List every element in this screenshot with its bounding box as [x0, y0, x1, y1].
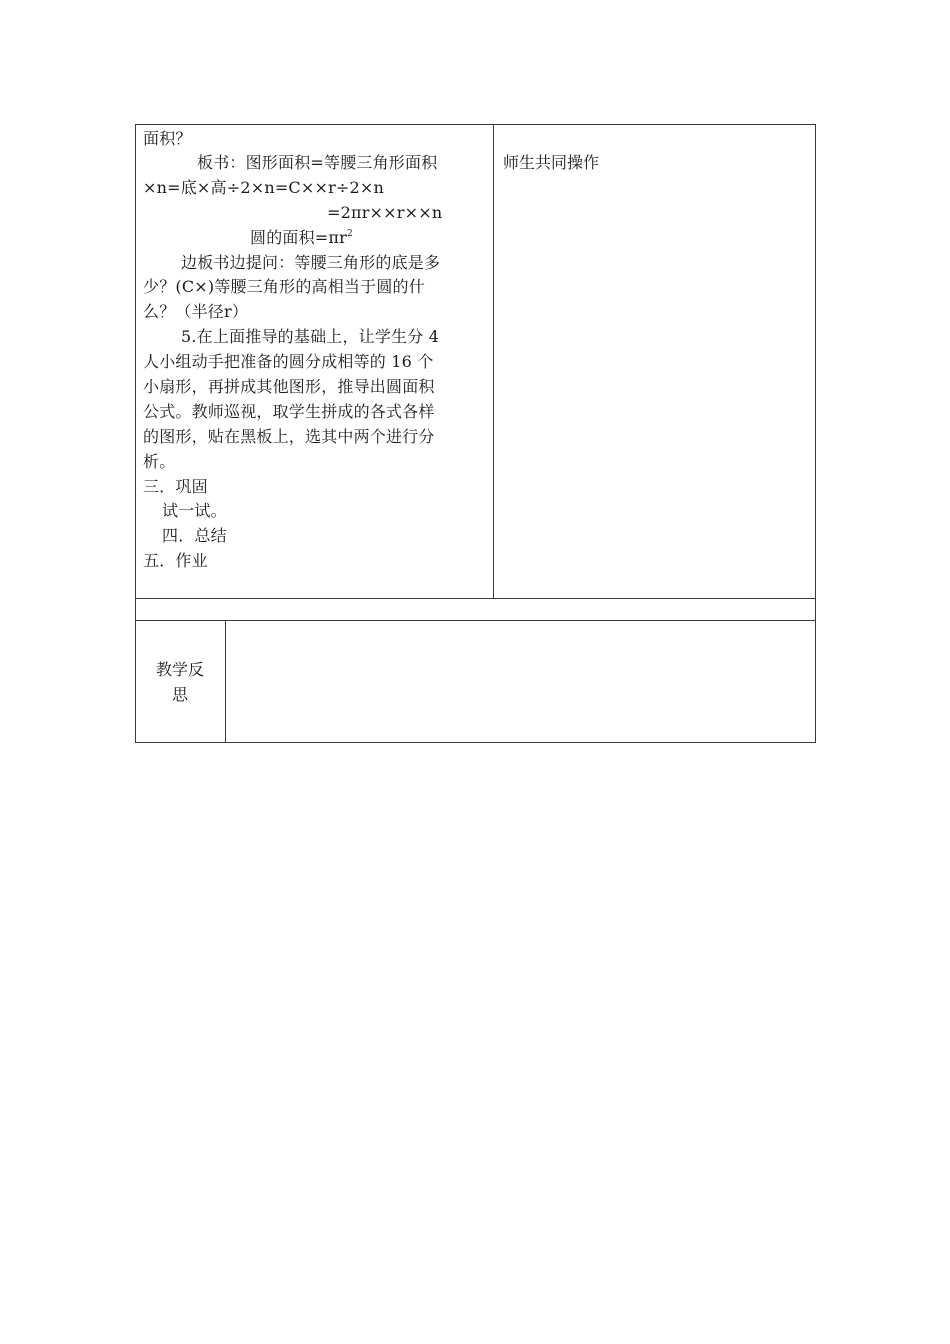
row-divider-1	[135, 598, 816, 599]
section-heading: 五．作业	[143, 551, 208, 570]
reflection-label-line1: 教学反	[155, 660, 204, 679]
area-formula-line	[250, 225, 353, 250]
section-heading: 四．总结	[162, 526, 227, 545]
text-line: 板书：图形面积=等腰三角形面积	[197, 153, 438, 172]
text-line: 面积？	[143, 129, 192, 148]
superscript-two: 2	[346, 229, 353, 239]
text-line: ×n=底×高÷2×n=C××r÷2×n	[143, 178, 385, 197]
text-line: 5.在上面推导的基础上，让学生分 4	[181, 327, 440, 346]
row-divider-2	[135, 620, 816, 621]
text-line: 的图形，贴在黑板上，选其中两个进行分	[143, 427, 435, 446]
section-heading: 三．巩固	[143, 477, 208, 496]
column-divider	[493, 124, 494, 599]
text-line: =2πr××r××n	[327, 203, 443, 222]
text-line: 公式。教师巡视，取学生拼成的各式各样	[143, 402, 435, 421]
text-line: 试一试。	[162, 501, 227, 520]
text-line: 边板书边提问：等腰三角形的底是多	[181, 253, 441, 272]
text-line: 析。	[143, 452, 176, 471]
text-line: 小扇形，再拼成其他图形，推导出圆面积	[143, 377, 435, 396]
text-line: 少？(C×)等腰三角形的高相当于圆的什	[143, 277, 425, 296]
reflection-label-line2: 思	[171, 685, 188, 704]
area-formula-text: 圆的面积=πr	[250, 228, 347, 247]
text-line: 人小组动手把准备的圆分成相等的 16 个	[143, 352, 434, 371]
text-line: 么？（半径r）	[143, 302, 249, 321]
reflection-divider	[225, 620, 226, 743]
right-column-text: 师生共同操作	[503, 153, 600, 172]
